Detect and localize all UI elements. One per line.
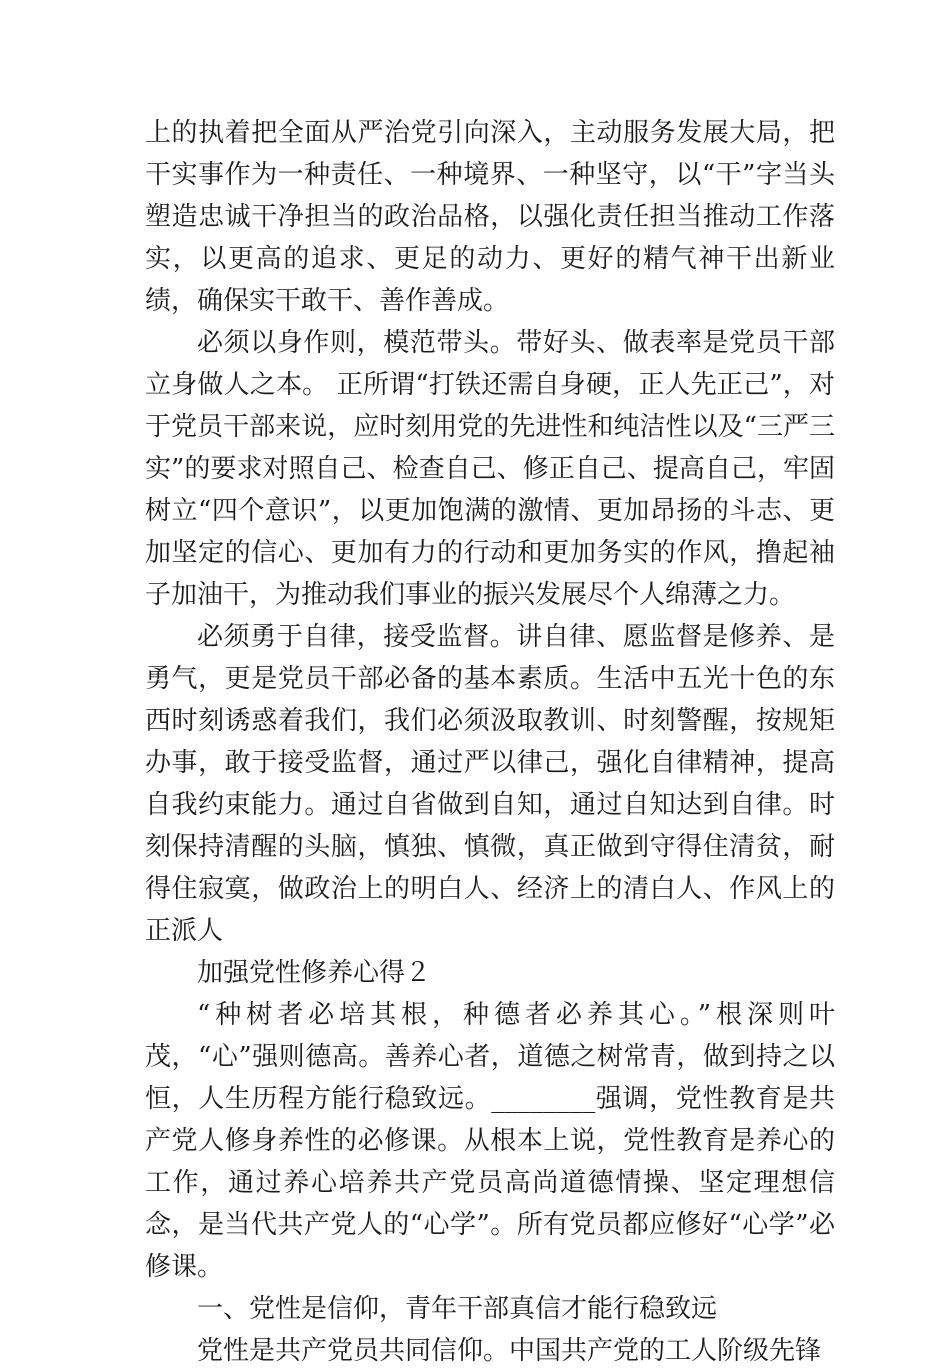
section-title: 加强党性修养心得２: [197, 958, 432, 988]
paragraph-party-belief: 党性是共产党员共同信仰。中国共产党的工人阶级先锋: [197, 1336, 822, 1366]
document-body: [145, 112, 835, 1372]
paragraph-cultivate-heart: “种树者必培其根，种德者必养其心。”根深则叶茂，“心”强则德高。善养心者，道德之树常青，做到持之以恒，人生历程方能行稳致远。________强调，党性教育是共产党人修身养性的必修课。从根本上说，党性教育是养心的工作，通过养心培养共产党员高尚道德情操、坚定理想信念，是当代共产党人的“心学”。所有党员都应修好“心学”必修课。: [145, 1000, 835, 1282]
paragraph-continuation: 上的执着把全面从严治党引向深入，主动服务发展大局，把干实事作为一种责任、一种境界、一种坚守，以“干”字当头塑造忠诚干净担当的政治品格，以强化责任担当推动工作落实，以更高的追求、更足的动力、更好的精气神干出新业绩，确保实干敢干、善作善成。: [145, 118, 835, 316]
paragraph-self-discipline: 必须勇于自律，接受监督。讲自律、愿监督是修养、是勇气，更是党员干部必备的基本素质。生活中五光十色的东西时刻诱惑着我们，我们必须汲取教训、时刻警醒，按规矩办事，敢于接受监督，通过严以律己，强化自律精神，提高自我约束能力。通过自省做到自知，通过自知达到自律。时刻保持清醒的头脑，慎独、慎微，真正做到守得住清贫，耐得住寂寞，做政治上的明白人、经济上的清白人、作风上的正派人: [145, 622, 835, 946]
subsection-heading: 一、党性是信仰，青年干部真信才能行稳致远: [197, 1294, 718, 1324]
paragraph-lead-by-example: 必须以身作则，模范带头。带好头、做表率是党员干部立身做人之本。 正所谓“打铁还需自身硬，正人先正己”，对于党员干部来说，应时刻用党的先进性和纯洁性以及“三严三实”的要求对照自己、检查自己、修正自己、提高自己，牢固树立“四个意识”，以更加饱满的激情、更加昂扬的斗志、更加坚定的信心、更加有力的行动和更加务实的作风，撸起袖子加油干，为推动我们事业的振兴发展尽个人绵薄之力。: [145, 328, 835, 610]
